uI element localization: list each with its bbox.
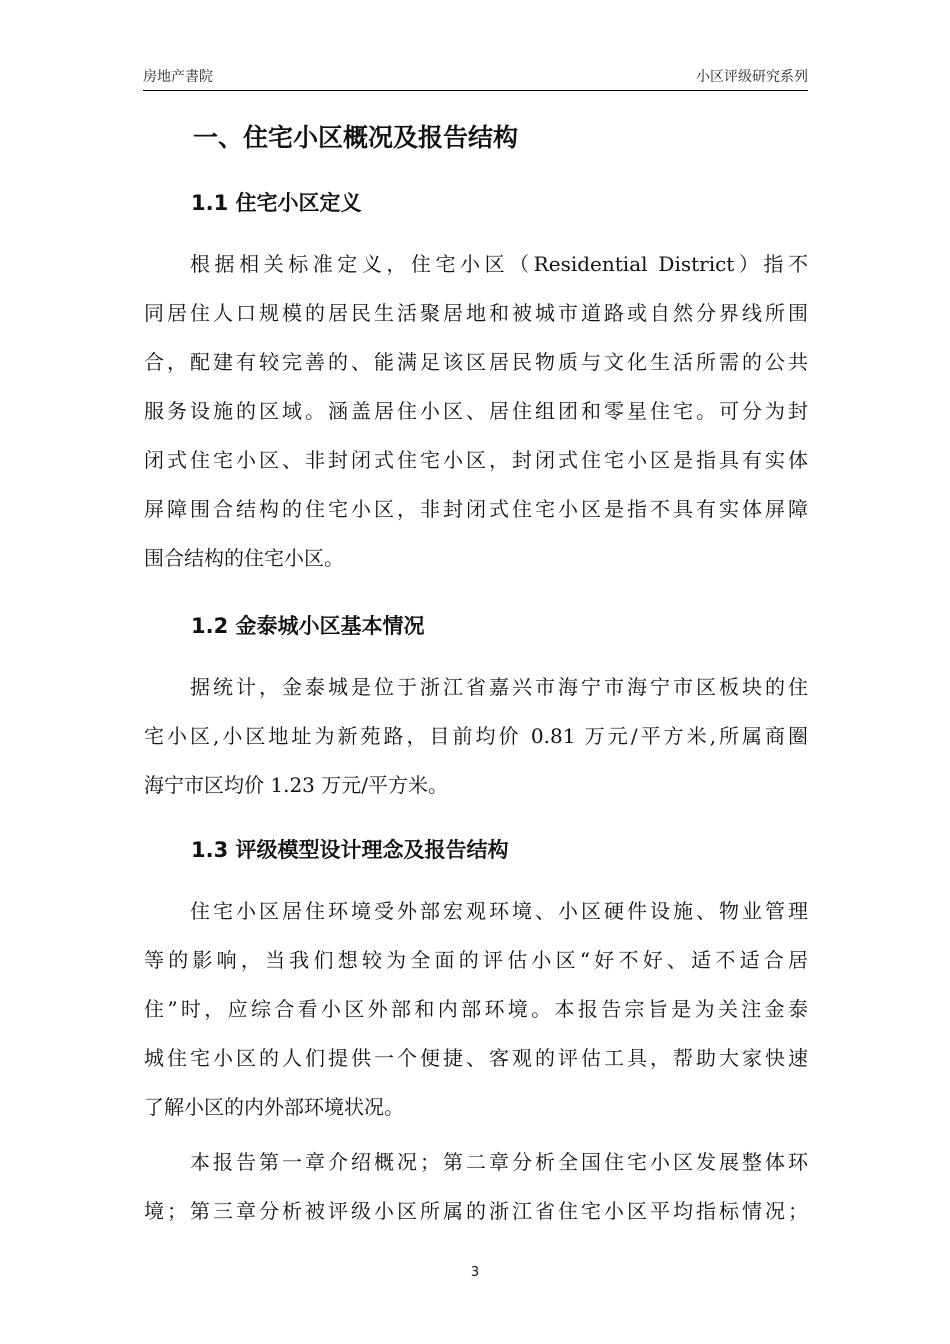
text-line: 海宁市区均价 1.23 万元/平方米。 [144, 773, 448, 797]
header-publisher: 房地产書院 [143, 69, 213, 85]
text-line: 住”时，应综合看小区外部和内部环境。本报告宗旨是为关注金泰 [144, 997, 808, 1021]
text-line: 住宅小区居住环境受外部宏观环境、小区硬件设施、物业管理 [190, 899, 808, 923]
text-line: 根据相关标准定义，住宅小区（Residential District）指不 [190, 252, 808, 276]
text-line: 宅小区,小区地址为新苑路，目前均价 0.81 万元/平方米,所属商圈 [144, 724, 808, 748]
text-line: 闭式住宅小区、非封闭式住宅小区，封闭式住宅小区是指具有实体 [144, 448, 808, 472]
section-heading-1-3: 1.3 评级模型设计理念及报告结构 [191, 838, 509, 862]
section-1-3-paragraph-1 [144, 887, 808, 1132]
text-line: 据统计，金泰城是位于浙江省嘉兴市海宁市海宁市区板块的住 [190, 675, 808, 699]
section-1-2-paragraph [144, 663, 808, 810]
text-line: 境；第三章分析被评级小区所属的浙江省住宅小区平均指标情况； [144, 1199, 808, 1223]
text-line: 等的影响，当我们想较为全面的评估小区“好不好、适不适合居 [144, 948, 808, 972]
text-line: 城住宅小区的人们提供一个便捷、客观的评估工具，帮助大家快速 [144, 1046, 808, 1070]
text-line: 屏障围合结构的住宅小区，非封闭式住宅小区是指不具有实体屏障 [144, 497, 808, 521]
section-1-3-paragraph-2 [144, 1138, 808, 1236]
page-number: 3 [470, 1265, 480, 1280]
text-line: 本报告第一章介绍概况；第二章分析全国住宅小区发展整体环 [190, 1150, 808, 1174]
text-line: 服务设施的区域。涵盖居住小区、居住组团和零星住宅。可分为封 [144, 399, 808, 423]
header-series: 小区评级研究系列 [696, 69, 808, 85]
text-line: 合，配建有较完善的、能满足该区居民物质与文化生活所需的公共 [144, 350, 808, 374]
text-line: 同居住人口规模的居民生活聚居地和被城市道路或自然分界线所围 [144, 301, 808, 325]
chapter-title: 一、住宅小区概况及报告结构 [193, 123, 519, 152]
page-header [143, 62, 808, 91]
text-line: 围合结构的住宅小区。 [144, 546, 344, 570]
section-heading-1-1: 1.1 住宅小区定义 [191, 191, 362, 215]
section-heading-1-2: 1.2 金泰城小区基本情况 [191, 614, 425, 638]
text-line: 了解小区的内外部环境状况。 [144, 1095, 404, 1119]
section-1-1-paragraph [144, 240, 808, 583]
